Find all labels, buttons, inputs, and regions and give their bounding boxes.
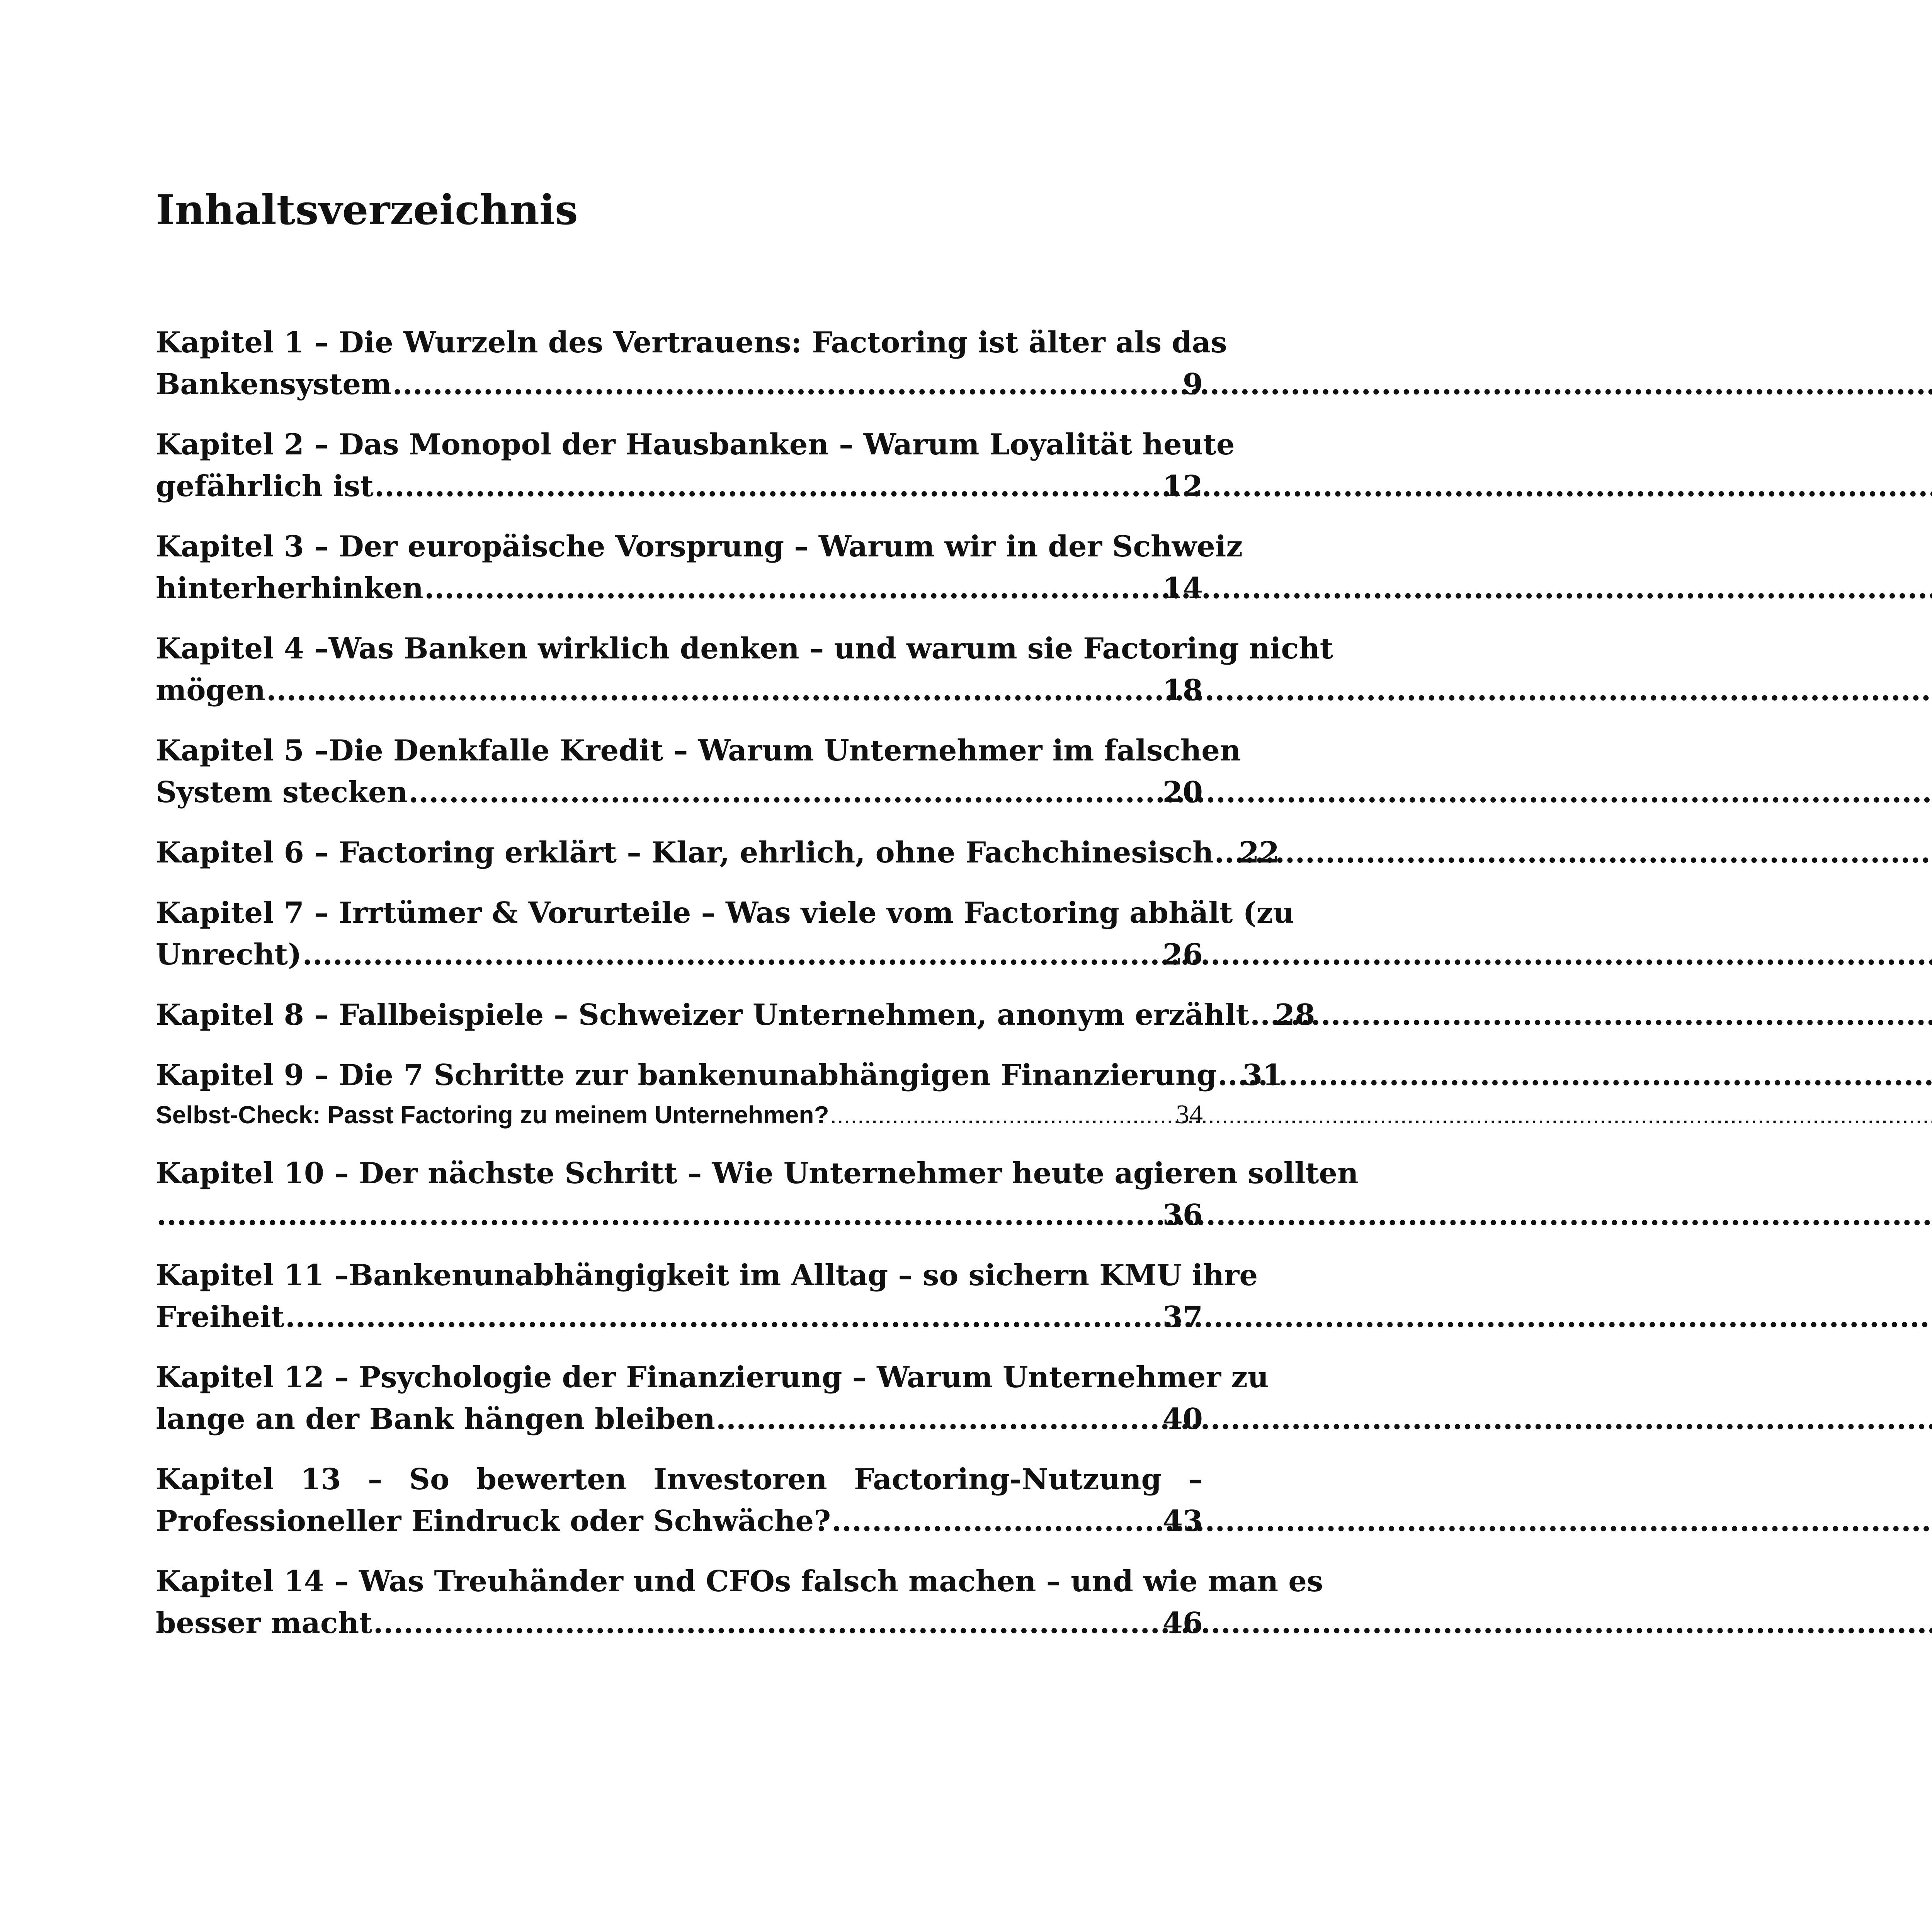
toc-entry-title: Kapitel 14 – Was Treuhänder und CFOs falsch machen – und wie man es [156,1564,1323,1598]
dot-leader [1214,832,1238,873]
toc-page-number: 20 [1162,775,1203,809]
dot-leader [832,1500,1161,1542]
toc-page-number: 28 [1275,998,1315,1032]
toc-page-number: 46 [1162,1606,1203,1640]
toc-entry-title-cont: hinterherhinken [156,571,423,605]
dot-leader [373,1602,1161,1644]
toc-entry-title: Kapitel 8 – Fallbeispiele – Schweizer Unternehmen, anonym erzählt [156,998,1250,1032]
toc-entry-4[interactable] [156,628,1333,711]
toc-page-number: 14 [1162,571,1203,605]
toc-entry-title-cont: lange an der Bank hängen bleiben [156,1402,715,1436]
toc-entry-2[interactable] [156,424,1235,507]
toc-entry-title-cont: Unrecht) [156,937,302,971]
toc-entry-title: Kapitel 9 – Die 7 Schritte zur bankenunabhängigen Finanzierung [156,1058,1217,1092]
toc-entry-11[interactable] [156,1254,1258,1338]
toc-page-number: 36 [1162,1198,1203,1232]
toc-page-number: 18 [1162,673,1203,707]
toc-entry-title: Kapitel 1 – Die Wurzeln des Vertrauens: Factoring ist älter als das [156,325,1227,359]
toc-entry-title-cont: Professioneller Eindruck oder Schwäche? [156,1504,831,1538]
toc-page-number: 34 [1176,1100,1203,1129]
toc-entry-selbst-check[interactable] [156,1097,1203,1132]
toc-entry-1[interactable] [156,321,1227,405]
toc-entry-title-cont: mögen [156,673,266,707]
toc-entry-title-cont: System stecken [156,775,408,809]
toc-page-number: 12 [1162,469,1203,503]
toc-entry-title-cont: besser macht [156,1606,372,1640]
toc-entry-title-cont: Bankensystem [156,367,392,401]
dot-leader [1218,1054,1241,1096]
toc-entry-title: Kapitel 4 –Was Banken wirklich denken – und warum sie Factoring nicht [156,631,1333,665]
toc-entry-title: Kapitel 13 – So bewerten Investoren Factoring-Nutzung – [156,1462,1203,1496]
toc-entry-9[interactable] [156,1054,1283,1096]
toc-page-number: 37 [1162,1300,1203,1334]
dot-leader [1250,994,1273,1036]
toc-entry-title: Kapitel 5 –Die Denkfalle Kredit – Warum Unternehmer im falschen [156,733,1241,767]
toc-page-number: 40 [1162,1402,1203,1436]
toc-entry-14[interactable] [156,1560,1323,1644]
dot-leader [374,465,1161,507]
toc-page-number: 43 [1162,1504,1203,1538]
dot-leader [408,771,1161,813]
dot-leader [156,1194,1161,1236]
dot-leader [392,363,1181,405]
dot-leader [285,1296,1161,1338]
toc-entry-6[interactable] [156,832,1279,873]
toc-entry-title: Kapitel 3 – Der europäische Vorsprung – Warum wir in der Schweiz [156,529,1243,563]
toc-entry-title-cont: gefährlich ist [156,469,374,503]
toc-entry-title: Kapitel 2 – Das Monopol der Hausbanken – Warum Loyalität heute [156,427,1235,461]
toc-entry-7[interactable] [156,892,1294,975]
toc-entry-title: Kapitel 12 – Psychologie der Finanzierung – Warum Unternehmer zu [156,1360,1269,1394]
dot-leader [266,669,1161,711]
table-of-contents [156,321,1359,1662]
toc-entry-title-cont: Freiheit [156,1300,285,1334]
toc-entry-3[interactable] [156,526,1243,609]
dot-leader [716,1398,1161,1440]
dot-leader [424,567,1161,609]
toc-entry-title: Selbst-Check: Passt Factoring zu meinem Unternehmen? [156,1101,829,1129]
dot-leader [830,1097,1174,1132]
dot-leader [303,934,1161,975]
toc-entry-8[interactable] [156,994,1315,1036]
toc-entry-title: Kapitel 10 – Der nächste Schritt – Wie Unternehmer heute agieren sollten [156,1156,1359,1190]
toc-entry-5[interactable] [156,730,1241,813]
toc-page-number: 22 [1239,835,1279,869]
toc-page-number: 26 [1162,937,1203,971]
toc-entry-title: Kapitel 11 –Bankenunabhängigkeit im Alltag – so sichern KMU ihre [156,1258,1258,1292]
toc-page-number: 31 [1242,1058,1283,1092]
toc-entry-title: Kapitel 6 – Factoring erklärt – Klar, ehrlich, ohne Fachchinesisch [156,835,1214,869]
toc-entry-10[interactable] [156,1152,1359,1236]
toc-entry-13[interactable] [156,1458,1203,1542]
toc-entry-12[interactable] [156,1356,1269,1440]
toc-page-number: 9 [1182,367,1203,401]
toc-entry-title: Kapitel 7 – Irrtümer & Vorurteile – Was viele vom Factoring abhält (zu [156,896,1294,930]
page-title: Inhaltsverzeichnis [156,185,578,234]
